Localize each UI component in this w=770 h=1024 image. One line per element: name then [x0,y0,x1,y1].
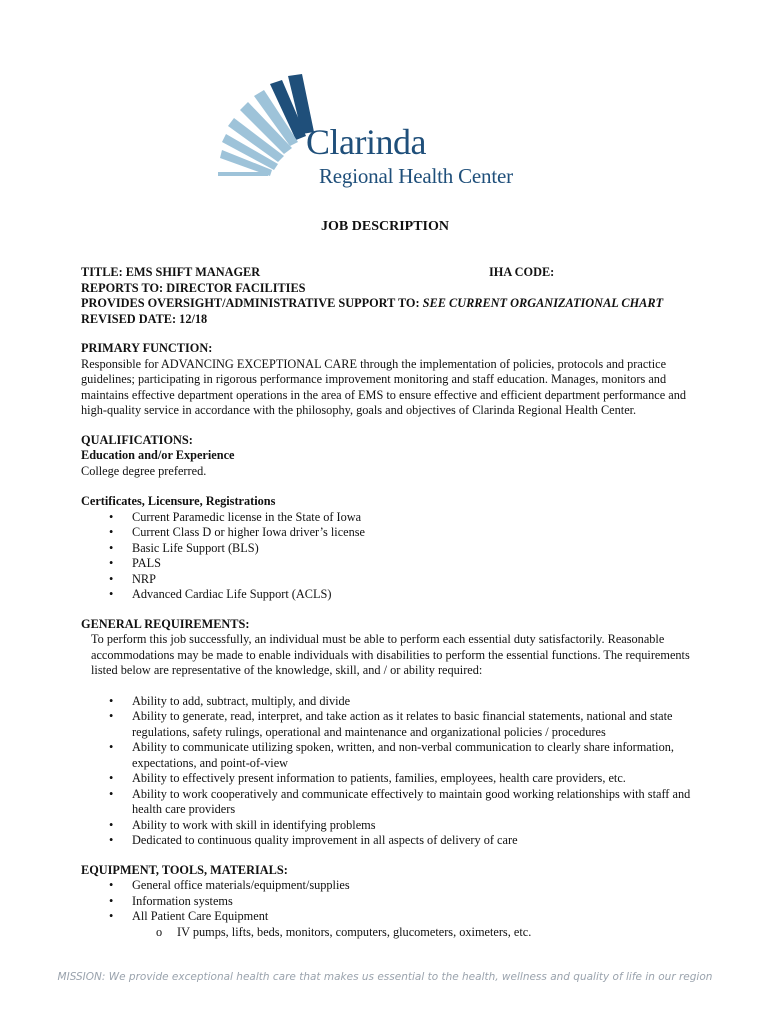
revised-date: REVISED DATE: 12/18 [81,311,208,326]
general-list [81,694,691,849]
list-item: o IV pumps, lifts, beds, monitors, computers, glucometers, oximeters, etc. [81,925,691,941]
list-item: • Ability to effectively present information to patients, families, employees, health care providers, etc. [81,771,691,787]
oversight [81,296,691,312]
list-item: • Ability to generate, read, interpret, and take action as it relates to basic financial statements, national and state regulations, safety rulings, operational and maintenance and organizational policies / procedures [81,709,691,740]
document-title: JOB DESCRIPTION [321,219,449,234]
certificates-heading: Certificates, Licensure, Registrations [81,494,276,508]
list-item: • Dedicated to continuous quality improvement in all aspects of delivery of care [81,833,691,849]
equipment-sub-list [81,925,691,941]
list-item: • General office materials/equipment/supplies [81,878,691,894]
job-title: TITLE: EMS SHIFT MANAGER [81,265,261,279]
equipment-heading: EQUIPMENT, TOOLS, MATERIALS: [81,862,288,877]
certificates-list [81,510,691,603]
list-item: • Ability to work cooperatively and communicate effectively to maintain good working relationships with staff and health care providers [81,787,691,818]
title-row [81,265,691,281]
education-text: College degree preferred. [81,463,207,478]
logo-subtitle: Regional Health Center [319,164,513,188]
list-item: • Ability to add, subtract, multiply, and divide [81,694,691,710]
reports-to: REPORTS TO: DIRECTOR FACILITIES [81,280,306,295]
list-item: • Ability to communicate utilizing spoken, written, and non-verbal communication to clearly share information, expectations, and point-of-view [81,740,691,771]
document-body [81,265,691,940]
list-item: • Ability to work with skill in identifying problems [81,818,691,834]
mission-footer: MISSION: We provide exceptional health care that makes us essential to the health, wellness and quality of life in our region [57,971,713,983]
list-item: • Advanced Cardiac Life Support (ACLS) [81,587,691,603]
primary-heading: PRIMARY FUNCTION: [81,341,213,355]
logo [218,72,558,192]
list-item: • Basic Life Support (BLS) [81,541,691,557]
equipment-list [81,878,691,925]
list-item: • PALS [81,556,691,572]
qualifications-heading: QUALIFICATIONS: [81,432,193,447]
list-item: • Current Paramedic license in the State of Iowa [81,510,691,526]
general-requirements [81,617,691,849]
logo-name: Clarinda [306,122,426,162]
header-block [81,265,691,327]
primary-function [81,341,691,419]
qualifications [81,433,691,603]
general-heading: GENERAL REQUIREMENTS: [81,616,250,631]
list-item: • Information systems [81,894,691,910]
list-item: • Current Class D or higher Iowa driver’s license [81,525,691,541]
education-heading: Education and/or Experience [81,448,235,462]
oversight-value: SEE CURRENT ORGANIZATIONAL CHART [422,296,664,310]
primary-text: Responsible for ADVANCING EXCEPTIONAL CARE through the implementation of policies, protocols and practice guidelines; participating in rigorous performance improvement monitoring and staff education. Manages, monitors and maintains effective department operations in the area of EMS to ensure effective and efficient department performance and high-quality service in accordance with the philosophy, goals and objectives of Clarinda Regional Health Center. [81,356,687,417]
general-intro: To perform this job successfully, an individual must be able to perform each essential duty satisfactorily. Reasonable accommodations may be made to enable individuals with disabilities to perform the essential functions. The requirements listed below are representative of the knowledge, skill, and / or ability required: [91,632,690,677]
equipment [81,863,691,941]
iha-code: IHA CODE: [489,265,555,279]
oversight-label: PROVIDES OVERSIGHT/ADMINISTRATIVE SUPPORT TO: [81,296,423,310]
list-item: • All Patient Care Equipment [81,909,691,925]
list-item: • NRP [81,572,691,588]
